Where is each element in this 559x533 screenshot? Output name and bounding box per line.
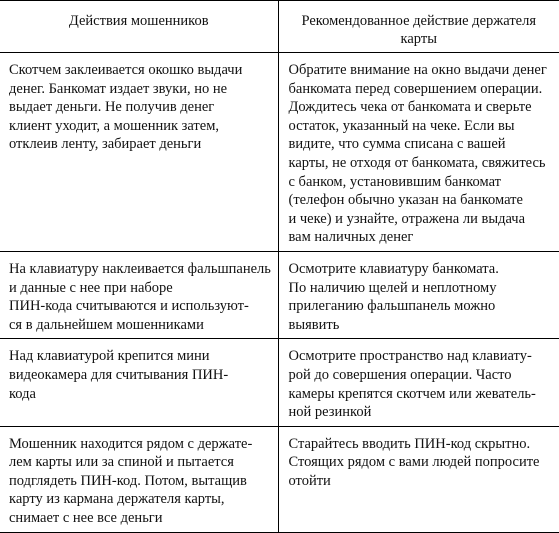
fraud-action-text: Мошенник находится рядом с держате- лем карты или за спиной и пытается подглядеть ПИН-код. Потом, вытащив карту из кармана держателя карты, снимает с нее все деньги (9, 435, 253, 527)
fraud-action-text: На клавиатуру наклеивается фальшпанель и данные с нее при наборе ПИН-кода считываются и используют- ся в дальнейшем мошенниками (9, 260, 271, 333)
recommended-action-cell (278, 251, 559, 338)
header-recommended-action (278, 1, 559, 53)
fraud-action-cell (0, 426, 278, 532)
header-fraud-actions (0, 1, 278, 53)
header-fraud-actions-text: Действия мошенников (68, 13, 209, 29)
recommended-action-cell (278, 339, 559, 426)
fraud-action-cell (0, 53, 278, 252)
recommended-action-cell (278, 426, 559, 532)
recommended-action-text: Осмотрите пространство над клавиату- рой до совершения операции. Часто камеры крепятся скотчем или жеватель- ной резинкой (288, 348, 536, 421)
table-row (0, 426, 559, 532)
fraud-action-text: Над клавиатурой крепится мини видеокамера для считывания ПИН- кода (9, 348, 229, 402)
recommended-action-text: Обратите внимание на окно выдачи денег банкомата перед совершением операции. Дождитесь чека от банкомата и сверьте остаток, указанный на чеке. Если вы видите, что сумма списана с вашей карты, не отходя от банкомата, свяжитесь с банком, установившим банкомат (телефон обычно указан на банкомате и чеке) и узнайте, отражена ли выдача вам наличных денег (288, 62, 547, 246)
recommended-action-text: Старайтесь вводить ПИН-код скрытно. Стоящих рядом с вами людей попросите отойти (288, 435, 540, 489)
table-row (0, 251, 559, 338)
table-row (0, 53, 559, 252)
table-header-row (0, 1, 559, 53)
fraud-action-cell (0, 251, 278, 338)
table-row (0, 339, 559, 426)
recommended-action-cell (278, 53, 559, 252)
fraud-action-cell (0, 339, 278, 426)
header-recommended-action-text: Рекомендованное действие держателя карты (301, 13, 537, 47)
fraud-action-text: Скотчем заклеивается окошко выдачи денег. Банкомат издает звуки, но не выдает деньги. Не получив денег клиент уходит, а мошенник затем, отклеив ленту, забирает деньги (9, 62, 243, 153)
recommended-action-text: Осмотрите клавиатуру банкомата. По наличию щелей и неплотному прилеганию фальшпанель можно выявить (288, 260, 499, 333)
